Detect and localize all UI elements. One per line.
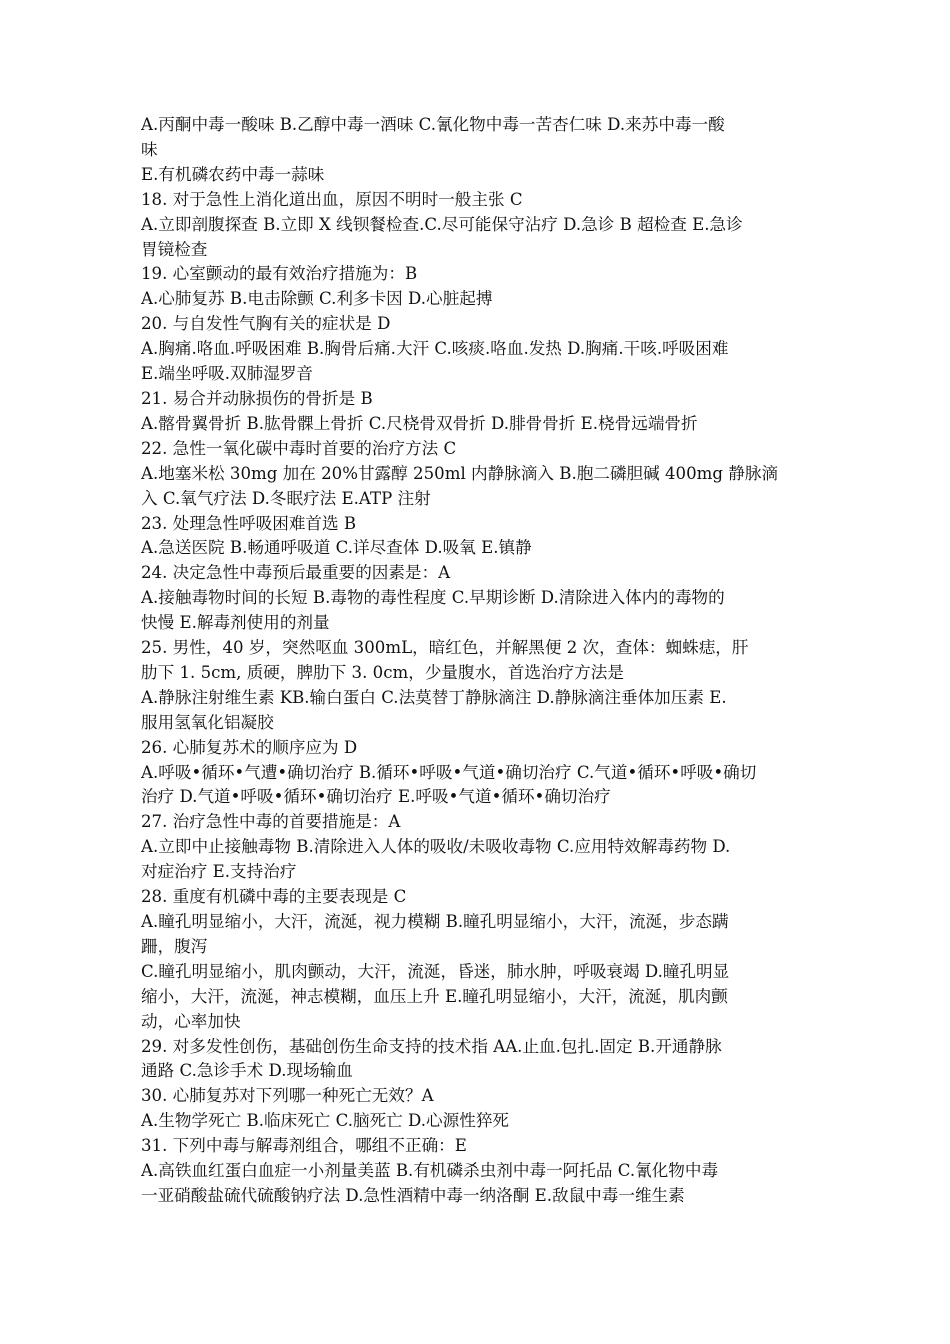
question-21: 21. 易合并动脉损伤的骨折是 B [141, 388, 373, 408]
question-27: 27. 治疗急性中毒的首要措施是：A [141, 812, 401, 832]
text-line: A.瞳孔明显缩小，大汗，流涎，视力模糊 B.瞳孔明显缩小，大汗，流涎，步态蹒 [141, 912, 729, 931]
text-line: 动，心率加快 [141, 1011, 241, 1031]
text-line: A.高铁血红蛋白血症一小剂量美蓝 B.有机磷杀虫剂中毒一阿托品 C.氰化物中毒 [141, 1161, 719, 1181]
text-line: 服用氢氧化铝凝胶 [141, 712, 274, 732]
text-line: A.生物学死亡 B.临床死亡 C.脑死亡 D.心源性猝死 [141, 1111, 510, 1131]
text-line: A.接触毒物时间的长短 B.毒物的毒性程度 C.早期诊断 D.清除进入体内的毒物的 [141, 588, 725, 608]
text-line: 一亚硝酸盐硫代硫酸钠疗法 D.急性酒精中毒一纳洛酮 E.敌鼠中毒一维生素 [141, 1185, 685, 1205]
text-line: 味 [141, 139, 158, 159]
text-line: 入 C.氧气疗法 D.冬眠疗法 E.ATP 注射 [141, 488, 431, 508]
text-line: A.呼吸•循环•气遭•确切治疗 B.循环•呼吸•气道•确切治疗 C.气道•循环•呼吸•确切 [141, 762, 757, 782]
question-26: 26. 心肺复苏术的顺序应为 D [141, 737, 358, 757]
text-line: 快慢 E.解毒剂使用的剂量 [141, 613, 330, 633]
text-line: A.急送医院 B.畅通呼吸道 C.详尽查体 D.吸氧 E.镇静 [141, 538, 532, 558]
text-line: C.瞳孔明显缩小，肌肉颤动，大汗，流涎，昏迷，肺水肿，呼吸衰竭 D.瞳孔明显 [141, 961, 730, 981]
text-line: E.端坐呼吸.双肺湿罗音 [141, 364, 314, 384]
text-line: 肋下 1. 5cm, 质硬，脾肋下 3. 0cm，少量腹水，首选治疗方法是 [141, 662, 624, 682]
text-line: A.立即剖腹探查 B.立即 X 线钡餐检查.C.尽可能保守沾疗 D.急诊 B 超检查 E.急诊 [141, 214, 743, 234]
text-line: A.地塞米松 30mg 加在 20%甘露醇 250ml 内静脉滴入 B.胞二磷胆碱 400mg 静脉滴 [141, 463, 779, 483]
text-line: A.心肺复苏 B.电击除颤 C.利多卡因 D.心脏起搏 [141, 289, 493, 309]
text-line: 对症治疗 E.支持治疗 [141, 862, 297, 882]
text-line: 治疗 D.气道•呼吸•循环•确切治疗 E.呼吸•气道•循环•确切治疗 [141, 787, 611, 807]
text-line: E.有机磷农药中毒一蒜味 [141, 164, 325, 184]
question-31: 31. 下列中毒与解毒剂组合，哪组不正确：E [141, 1136, 467, 1156]
question-25: 25. 男性，40 岁，突然呕血 300mL，暗红色，并解黑便 2 次，查体：蜘蛛痣，肝 [141, 638, 749, 658]
text-line: A.静脉注射维生素 KB.输白蛋白 C.法莫替丁静脉滴注 D.静脉滴注垂体加压素 E. [141, 687, 727, 707]
text-line: 通路 C.急诊手术 D.现场输血 [141, 1061, 353, 1081]
document-page [141, 113, 813, 1209]
question-19: 19. 心室颤动的最有效治疗措施为：B [141, 264, 418, 284]
question-28: 28. 重度有机磷中毒的主要表现是 C [141, 887, 407, 907]
text-line: A.丙酮中毒一酸味 B.乙醇中毒一酒味 C.氰化物中毒一苦杏仁味 D.来苏中毒一酸 [141, 115, 725, 134]
question-30: 30. 心肺复苏对下列哪一种死亡无效？A [141, 1086, 434, 1106]
question-18: 18. 对于急性上消化道出血，原因不明时一般主张 C [141, 189, 523, 209]
question-23: 23. 处理急性呼吸困难首选 B [141, 513, 357, 533]
text-line: A.胸痛.咯血.呼吸困难 B.胸骨后痛.大汗 C.咳痰.咯血.发热 D.胸痛.干咳.呼吸困难 [141, 339, 729, 359]
question-29: 29. 对多发性创伤，基础创伤生命支持的技术指 AA.止血.包扎.固定 B.开通静脉 [141, 1036, 722, 1056]
text-line: 缩小，大汗，流涎，神志模糊，血压上升 E.瞳孔明显缩小，大汗，流涎，肌肉颤 [141, 986, 728, 1006]
text-line: A.立即中止接触毒物 B.清除进入人体的吸收/未吸收毒物 C.应用特效解毒药物 D. [141, 837, 731, 857]
question-20: 20. 与自发性气胸有关的症状是 D [141, 314, 391, 334]
text-line: 胃镜检查 [141, 239, 208, 259]
question-22: 22. 急性一氧化碳中毒时首要的治疗方法 C [141, 438, 457, 458]
text-line: A.髂骨翼骨折 B.肱骨髁上骨折 C.尺桡骨双骨折 D.腓骨骨折 E.桡骨远端骨折 [141, 413, 698, 433]
question-24: 24. 决定急性中毒预后最重要的因素是：A [141, 563, 451, 583]
text-line: 跚，腹泻 [141, 936, 208, 956]
